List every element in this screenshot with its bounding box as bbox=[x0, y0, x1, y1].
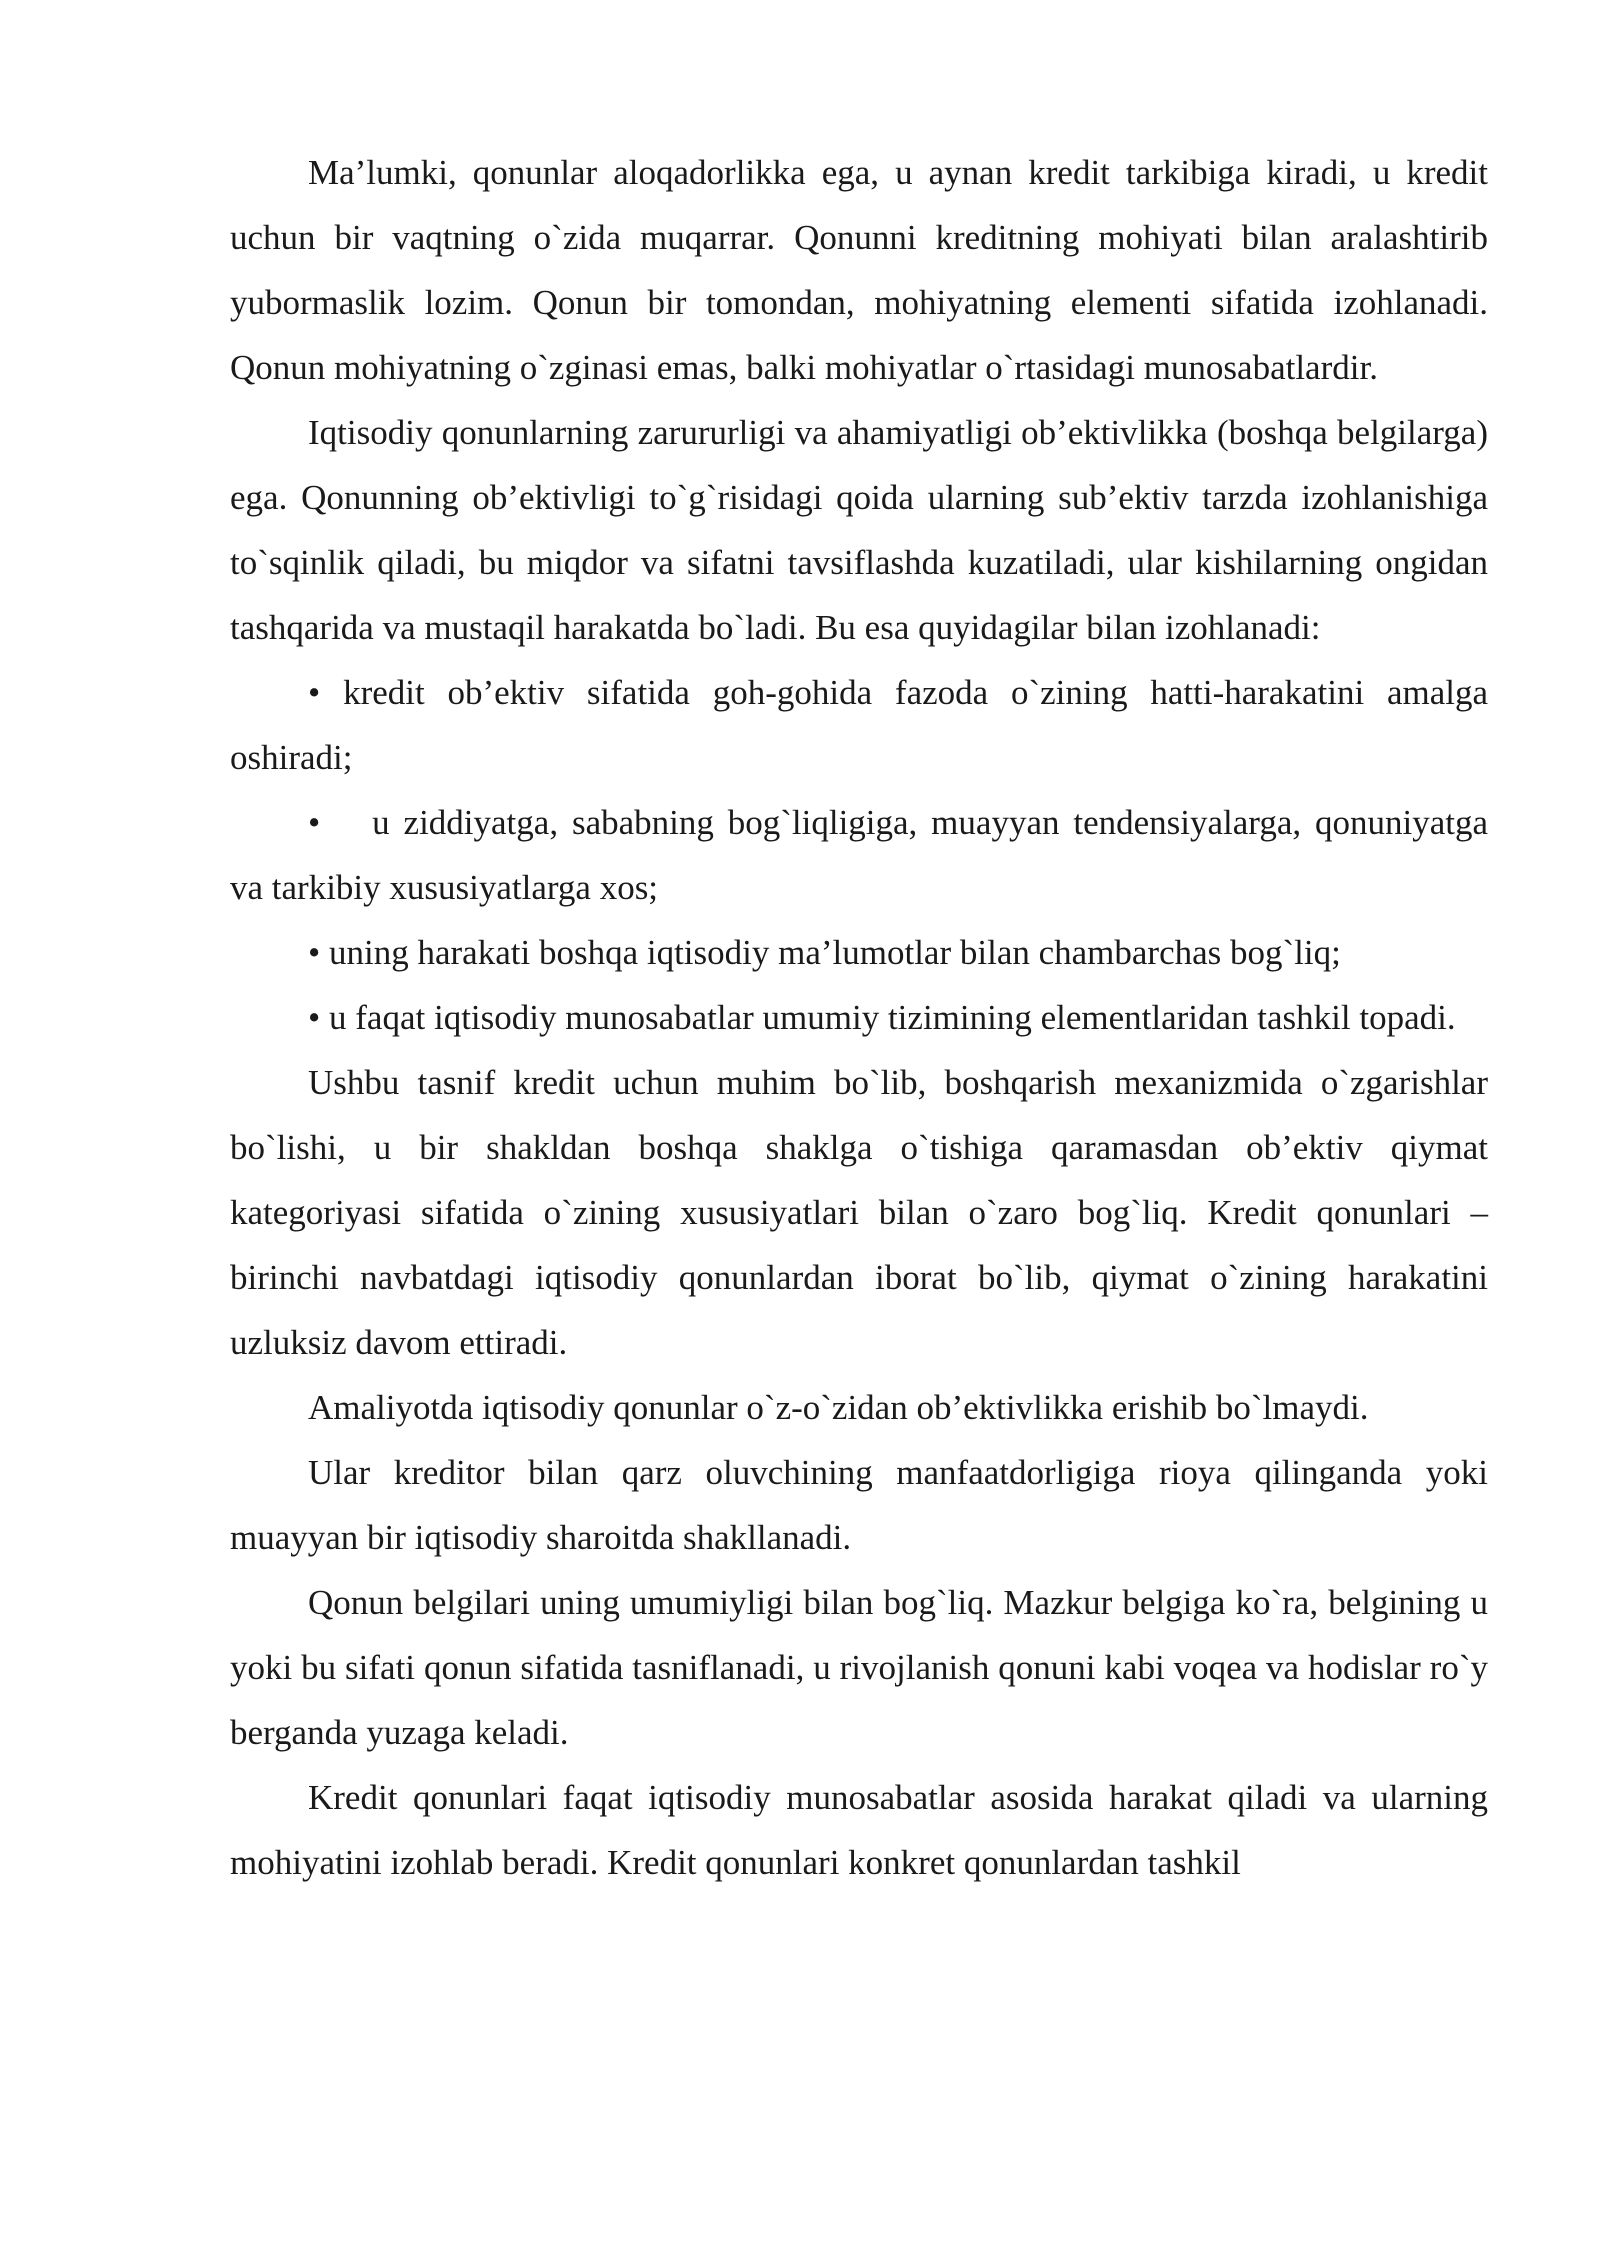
bullet-item-4 bbox=[230, 985, 1488, 1050]
bullet-text: uning harakati boshqa iqtisodiy ma’lumotlar bilan chambarchas bog`liq; bbox=[329, 933, 1341, 972]
bullet-item-1 bbox=[230, 660, 1488, 790]
paragraph-4: Amaliyotda iqtisodiy qonunlar o`z-o`zidan ob’ektivlikka erishib bo`lmaydi. bbox=[308, 1388, 1369, 1427]
paragraph-6: Qonun belgilari uning umumiyligi bilan bog`liq. Mazkur belgiga ko`ra, belgining u yoki bu sifati qonun sifatida tasniflanadi, u rivojlanish qonuni kabi voqea va hodislar ro`y berganda yuzaga keladi. bbox=[230, 1583, 1488, 1752]
bullet-item-3 bbox=[230, 920, 1488, 985]
paragraph-7: Kredit qonunlari faqat iqtisodiy munosabatlar asosida harakat qiladi va ularning mohiyatini izohlab beradi. Kredit qonunlari konkret qonunlardan tashkil bbox=[230, 1778, 1488, 1882]
bullet-item-2 bbox=[230, 790, 1488, 920]
document-page bbox=[230, 140, 1488, 1895]
paragraph-1: Ma’lumki, qonunlar aloqadorlikka ega, u aynan kredit tarkibiga kiradi, u kredit uchun bir vaqtning o`zida muqarrar. Qonunni kreditning mohiyati bilan aralashtirib yubormaslik lozim. Qonun bir tomondan, mohiyatning elementi sifatida izohlanadi. Qonun mohiyatning o`zginasi emas, balki mohiyatlar o`rtasidagi munosabatlardir. bbox=[230, 153, 1488, 387]
bullet-text: u faqat iqtisodiy munosabatlar umumiy tizimining elementlaridan tashkil topadi. bbox=[329, 998, 1456, 1037]
paragraph-3: Ushbu tasnif kredit uchun muhim bo`lib, boshqarish mexanizmida o`zgarishlar bo`lishi, u bir shakldan boshqa shaklga o`tishiga qaramasdan ob’ektiv qiymat kategoriyasi sifatida o`zining xususiyatlari bilan o`zaro bog`liq. Kredit qonunlari – birinchi navbatdagi iqtisodiy qonunlardan iborat bo`lib, qiymat o`zining harakatini uzluksiz davom ettiradi. bbox=[230, 1063, 1488, 1362]
paragraph-2: Iqtisodiy qonunlarning zarururligi va ahamiyatligi ob’ektivlikka (boshqa belgilarga) ega. Qonunning ob’ektivligi to`g`risidagi qoida ularning sub’ektiv tarzda izohlanishiga to`sqinlik qiladi, bu miqdor va sifatni tavsiflashda kuzatiladi, ular kishilarning ongidan tashqarida va mustaqil harakatda bo`ladi. Bu esa quyidagilar bilan izohlanadi: bbox=[230, 413, 1488, 647]
bullet-text: u ziddiyatga, sababning bog`liqligiga, muayyan tendensiyalarga, qonuniyatga va tarkibiy xususiyatlarga xos; bbox=[230, 803, 1488, 907]
bullet-marker: • bbox=[308, 673, 321, 712]
bullet-marker: • bbox=[308, 803, 321, 842]
bullet-marker: • bbox=[308, 998, 321, 1037]
bullet-marker: • bbox=[308, 933, 321, 972]
bullet-text: kredit ob’ektiv sifatida goh-gohida fazoda o`zining hatti-harakatini amalga oshiradi; bbox=[230, 673, 1489, 777]
paragraph-5: Ular kreditor bilan qarz oluvchining manfaatdorligiga rioya qilinganda yoki muayyan bir iqtisodiy sharoitda shakllanadi. bbox=[230, 1453, 1488, 1557]
